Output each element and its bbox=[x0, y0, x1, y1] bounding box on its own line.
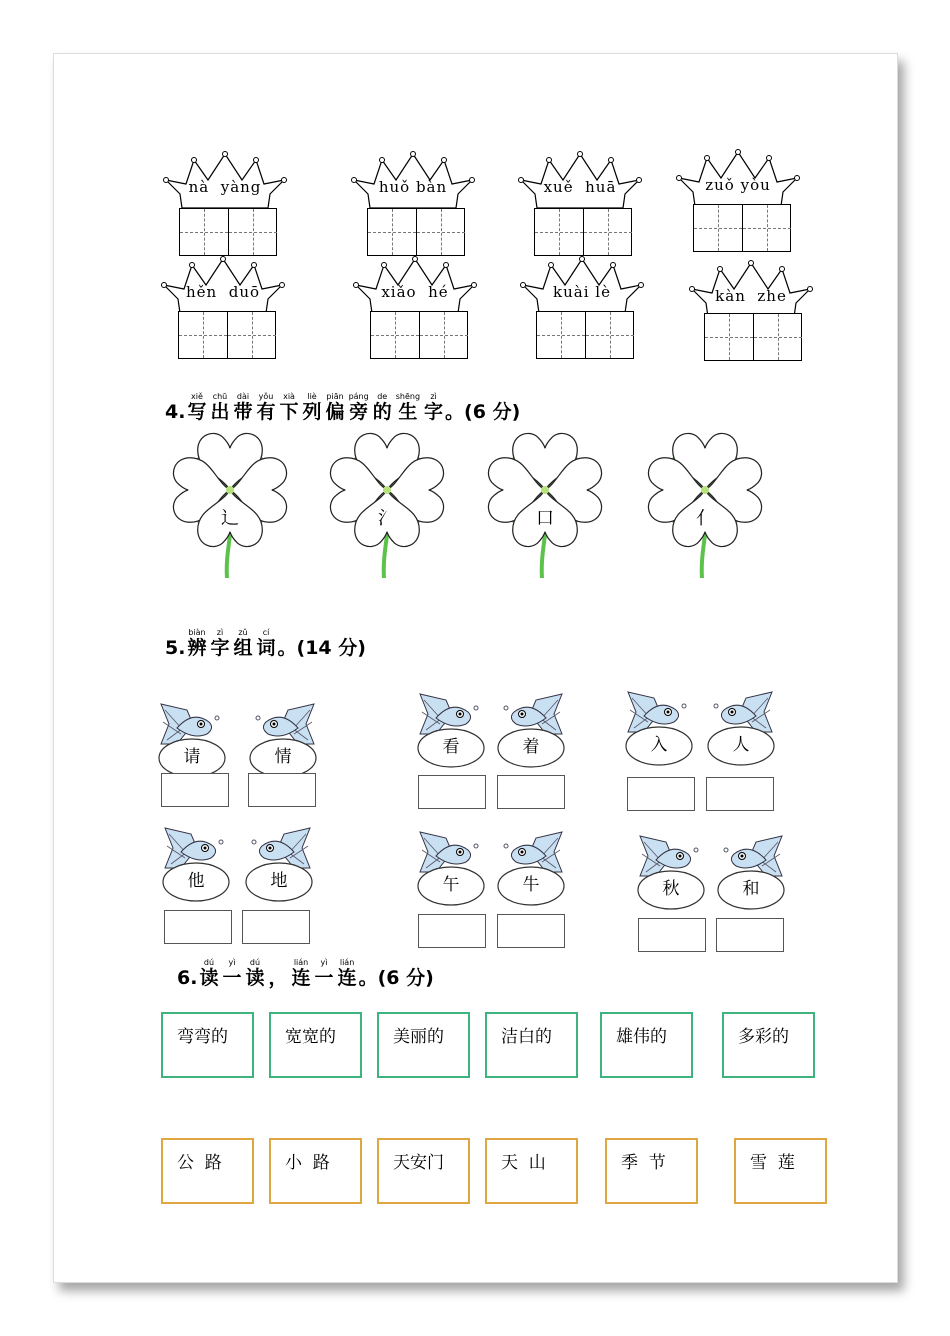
fish-character-card bbox=[157, 700, 227, 780]
word-answer-box[interactable] bbox=[418, 914, 486, 948]
ruby-char bbox=[233, 628, 252, 659]
tianzige-writing-grid[interactable] bbox=[367, 208, 465, 256]
clover-radical: 氵 bbox=[378, 508, 396, 529]
crown-pinyin: xuě huā bbox=[543, 178, 617, 196]
match-noun-text: 公 路 bbox=[177, 1153, 222, 1173]
match-noun-text: 小 路 bbox=[285, 1153, 330, 1173]
fish-character: 看 bbox=[442, 737, 460, 757]
fish-character-card bbox=[416, 690, 486, 770]
crown-pinyin: kàn zhe bbox=[715, 287, 787, 305]
ruby-char bbox=[199, 958, 218, 989]
fish-character-card bbox=[248, 700, 318, 780]
hanzi-char: 写 bbox=[187, 401, 207, 423]
ruby-char bbox=[424, 392, 443, 423]
hanzi-char: 读 bbox=[199, 967, 219, 989]
word-answer-box[interactable] bbox=[164, 910, 232, 944]
ruby-char bbox=[396, 392, 420, 423]
ruby-char bbox=[210, 628, 229, 659]
fish-character: 人 bbox=[732, 735, 750, 755]
clover-radical: 口 bbox=[536, 508, 554, 529]
match-adjective-box[interactable] bbox=[485, 1012, 578, 1078]
match-noun-box[interactable] bbox=[605, 1138, 698, 1204]
pinyin-annotation: biàn bbox=[188, 628, 206, 637]
hanzi-char: 的 bbox=[372, 401, 392, 423]
tianzige-writing-grid[interactable] bbox=[693, 204, 791, 252]
ruby-char bbox=[303, 392, 322, 423]
pinyin-annotation: zǔ bbox=[238, 628, 248, 637]
four-leaf-clover bbox=[165, 428, 295, 578]
tianzige-writing-grid[interactable] bbox=[179, 208, 277, 256]
word-answer-box[interactable] bbox=[706, 777, 774, 811]
match-noun-box[interactable] bbox=[269, 1138, 362, 1204]
hanzi-char: 连 bbox=[291, 967, 311, 989]
hanzi-char: 一 bbox=[222, 967, 242, 989]
crown-pinyin: hěn duō bbox=[185, 283, 261, 301]
fish-character: 请 bbox=[183, 747, 201, 767]
ruby-char bbox=[187, 628, 206, 659]
fish-character-card bbox=[416, 828, 486, 908]
fish-character-card bbox=[716, 832, 786, 912]
ruby-char bbox=[222, 958, 241, 989]
word-answer-box[interactable] bbox=[627, 777, 695, 811]
four-leaf-clover bbox=[640, 428, 770, 578]
fish-character: 着 bbox=[522, 737, 540, 757]
hanzi-char: 有 bbox=[256, 401, 276, 423]
tianzige-writing-grid[interactable] bbox=[534, 208, 632, 256]
pinyin-annotation: yǒu bbox=[258, 392, 274, 401]
pinyin-annotation: cí bbox=[262, 628, 270, 637]
word-answer-box[interactable] bbox=[248, 773, 316, 807]
fish-character-card bbox=[706, 688, 776, 768]
pinyin-annotation: dài bbox=[236, 392, 250, 401]
word-answer-box[interactable] bbox=[497, 775, 565, 809]
fish-character-card bbox=[244, 824, 314, 904]
match-adjective-text: 弯弯的 bbox=[177, 1027, 228, 1047]
pinyin-annotation: yì bbox=[320, 958, 328, 967]
crown-pinyin: kuài lè bbox=[553, 283, 611, 301]
pinyin-annotation: zì bbox=[430, 392, 437, 401]
fish-character: 和 bbox=[742, 879, 760, 899]
pinyin-annotation bbox=[269, 958, 288, 967]
crown-pinyin: nà yàng bbox=[188, 178, 262, 196]
match-adjective-box[interactable] bbox=[600, 1012, 693, 1078]
ruby-char bbox=[326, 392, 345, 423]
word-answer-box[interactable] bbox=[716, 918, 784, 952]
word-answer-box[interactable] bbox=[242, 910, 310, 944]
hanzi-char: 下 bbox=[279, 401, 299, 423]
ruby-char bbox=[292, 958, 311, 989]
hanzi-char: 读 bbox=[245, 967, 265, 989]
match-adjective-box[interactable] bbox=[722, 1012, 815, 1078]
section-score: 。(6 分) bbox=[445, 401, 521, 423]
pinyin-annotation: lián bbox=[339, 958, 355, 967]
four-leaf-clover bbox=[322, 428, 452, 578]
hanzi-char: 列 bbox=[302, 401, 322, 423]
match-noun-text: 季 节 bbox=[621, 1153, 666, 1173]
fish-character-card bbox=[496, 690, 566, 770]
pinyin-annotation: dú bbox=[203, 958, 215, 967]
pinyin-annotation: xià bbox=[283, 392, 295, 401]
ruby-char bbox=[269, 958, 288, 989]
match-noun-text: 雪 莲 bbox=[750, 1153, 795, 1173]
pinyin-annotation: yì bbox=[228, 958, 236, 967]
hanzi-char: 词 bbox=[256, 637, 276, 659]
pinyin-annotation: dú bbox=[249, 958, 261, 967]
hanzi-char: 连 bbox=[337, 967, 357, 989]
ruby-char bbox=[349, 392, 369, 423]
section-score: 。(14 分) bbox=[277, 637, 366, 659]
fish-character: 他 bbox=[187, 871, 205, 891]
hanzi-char: 生 bbox=[398, 401, 418, 423]
match-adjective-text: 多彩的 bbox=[738, 1027, 789, 1047]
match-adjective-box[interactable] bbox=[269, 1012, 362, 1078]
ruby-char bbox=[187, 392, 206, 423]
hanzi-char: ， bbox=[268, 967, 288, 989]
pinyin-annotation: lián bbox=[293, 958, 309, 967]
ruby-char bbox=[257, 392, 276, 423]
fish-character: 情 bbox=[274, 747, 292, 767]
fish-character: 牛 bbox=[522, 875, 540, 895]
section-score: 。(6 分) bbox=[358, 967, 434, 989]
word-answer-box[interactable] bbox=[418, 775, 486, 809]
hanzi-char: 出 bbox=[210, 401, 230, 423]
hanzi-char: 一 bbox=[314, 967, 334, 989]
pinyin-annotation: zì bbox=[216, 628, 224, 637]
crown-pinyin: zuǒ yòu bbox=[705, 176, 771, 194]
pinyin-annotation: páng bbox=[348, 392, 369, 401]
match-adjective-box[interactable] bbox=[377, 1012, 470, 1078]
tianzige-writing-grid[interactable] bbox=[370, 311, 468, 359]
word-answer-box[interactable] bbox=[161, 773, 229, 807]
fish-character: 入 bbox=[650, 735, 668, 755]
match-noun-box[interactable] bbox=[377, 1138, 470, 1204]
crown-pinyin: xiǎo hé bbox=[381, 283, 449, 301]
hanzi-char: 字 bbox=[424, 401, 444, 423]
section-number: 5. bbox=[165, 637, 186, 659]
hanzi-char: 偏 bbox=[325, 401, 345, 423]
hanzi-char: 旁 bbox=[349, 401, 369, 423]
section-4-heading bbox=[165, 392, 520, 423]
match-noun-box[interactable] bbox=[734, 1138, 827, 1204]
ruby-char bbox=[210, 392, 229, 423]
ruby-char bbox=[233, 392, 252, 423]
word-answer-box[interactable] bbox=[497, 914, 565, 948]
match-adjective-box[interactable] bbox=[161, 1012, 254, 1078]
fish-character: 秋 bbox=[662, 879, 680, 899]
ruby-char bbox=[338, 958, 357, 989]
fish-character: 地 bbox=[270, 871, 288, 891]
pinyin-annotation: de bbox=[377, 392, 388, 401]
clover-radical: 辶 bbox=[221, 508, 239, 529]
section-number: 4. bbox=[165, 401, 186, 423]
ruby-char bbox=[245, 958, 264, 989]
match-noun-text: 天 山 bbox=[501, 1153, 546, 1173]
fish-character-card bbox=[636, 832, 706, 912]
pinyin-annotation: shēng bbox=[395, 392, 421, 401]
hanzi-char: 辨 bbox=[187, 637, 207, 659]
match-adjective-text: 宽宽的 bbox=[285, 1027, 336, 1047]
clover-radical: 亻 bbox=[696, 508, 714, 529]
tianzige-writing-grid[interactable] bbox=[536, 311, 634, 359]
ruby-char bbox=[315, 958, 334, 989]
hanzi-char: 组 bbox=[233, 637, 253, 659]
tianzige-writing-grid[interactable] bbox=[704, 313, 802, 361]
section-number: 6. bbox=[177, 967, 198, 989]
match-adjective-text: 洁白的 bbox=[501, 1027, 552, 1047]
pinyin-annotation: piān bbox=[326, 392, 344, 401]
match-adjective-text: 雄伟的 bbox=[616, 1027, 667, 1047]
hanzi-char: 字 bbox=[210, 637, 230, 659]
fish-character-card bbox=[496, 828, 566, 908]
pinyin-annotation: chū bbox=[212, 392, 228, 401]
match-noun-box[interactable] bbox=[485, 1138, 578, 1204]
ruby-char bbox=[257, 628, 276, 659]
fish-character: 午 bbox=[442, 875, 460, 895]
match-adjective-text: 美丽的 bbox=[393, 1027, 444, 1047]
fish-character-card bbox=[624, 688, 694, 768]
section-6-heading bbox=[177, 958, 434, 989]
ruby-char bbox=[280, 392, 299, 423]
four-leaf-clover bbox=[480, 428, 610, 578]
pinyin-annotation: xiě bbox=[191, 392, 203, 401]
pinyin-annotation: liè bbox=[307, 392, 317, 401]
hanzi-char: 带 bbox=[233, 401, 253, 423]
match-noun-box[interactable] bbox=[161, 1138, 254, 1204]
fish-character-card bbox=[161, 824, 231, 904]
ruby-char bbox=[373, 392, 392, 423]
crown-pinyin: huǒ bàn bbox=[378, 178, 448, 196]
match-noun-text: 天安门 bbox=[393, 1153, 444, 1173]
section-5-heading bbox=[165, 628, 366, 659]
tianzige-writing-grid[interactable] bbox=[178, 311, 276, 359]
word-answer-box[interactable] bbox=[638, 918, 706, 952]
